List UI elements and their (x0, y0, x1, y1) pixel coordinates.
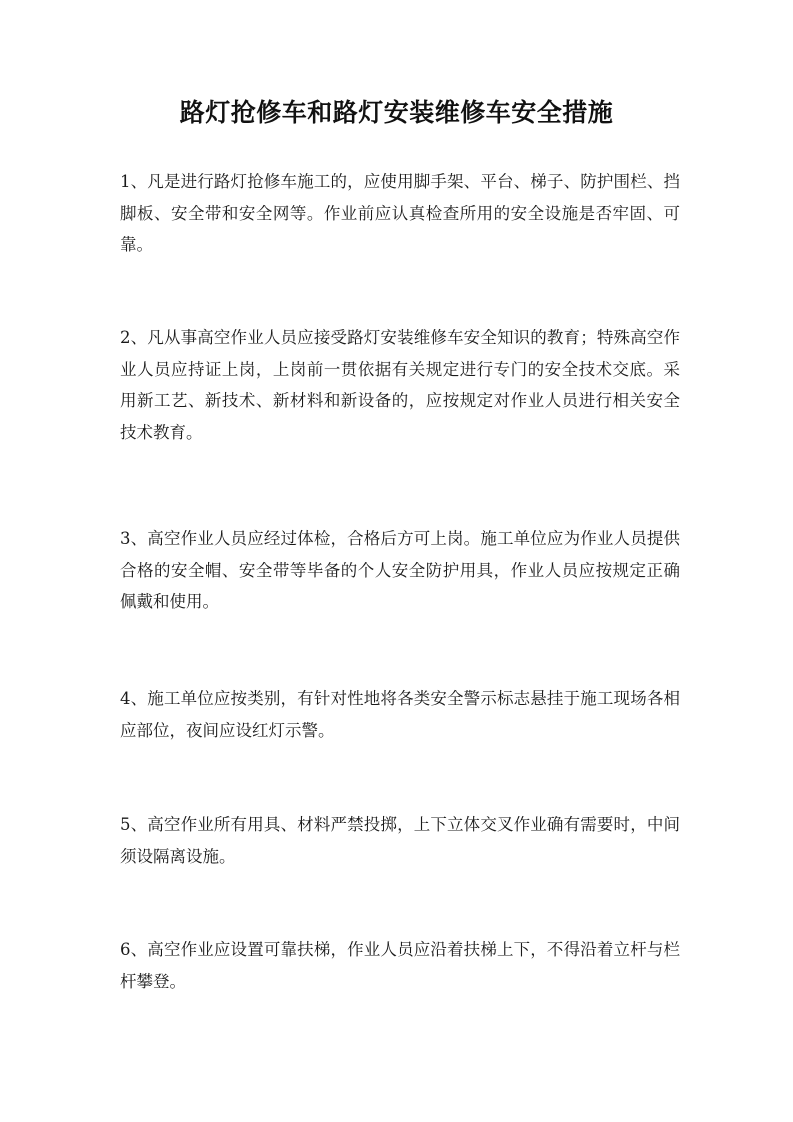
paragraph-4: 4、施工单位应按类别，有针对性地将各类安全警示标志悬挂于施工现场各相应部位，夜间应设红灯示警。 (120, 689, 680, 740)
paragraph-3: 3、高空作业人员应经过体检，合格后方可上岗。施工单位应为作业人员提供合格的安全帽、安全带等毕备的个人安全防护用具，作业人员应按规定正确佩戴和使用。 (120, 529, 680, 611)
paragraph-2: 2、凡从事高空作业人员应接受路灯安装维修车安全知识的教育；特殊高空作业人员应持证上岗，上岗前一贯依据有关规定进行专门的安全技术交底。采用新工艺、新技术、新材料和新设备的，应按规定对作业人员进行相关安全技术教育。 (120, 328, 680, 442)
document-title: 路灯抢修车和路灯安装维修车安全措施 (179, 98, 614, 127)
paragraph-6: 6、高空作业应设置可靠扶梯，作业人员应沿着扶梯上下，不得沿着立杆与栏杆攀登。 (120, 940, 680, 991)
paragraph-5: 5、高空作业所有用具、材料严禁投掷，上下立体交叉作业确有需要时，中间须设隔离设施。 (120, 815, 680, 866)
paragraph-1: 1、凡是进行路灯抢修车施工的，应使用脚手架、平台、梯子、防护围栏、挡脚板、安全带和安全网等。作业前应认真检查所用的安全设施是否牢固、可靠。 (120, 172, 680, 254)
